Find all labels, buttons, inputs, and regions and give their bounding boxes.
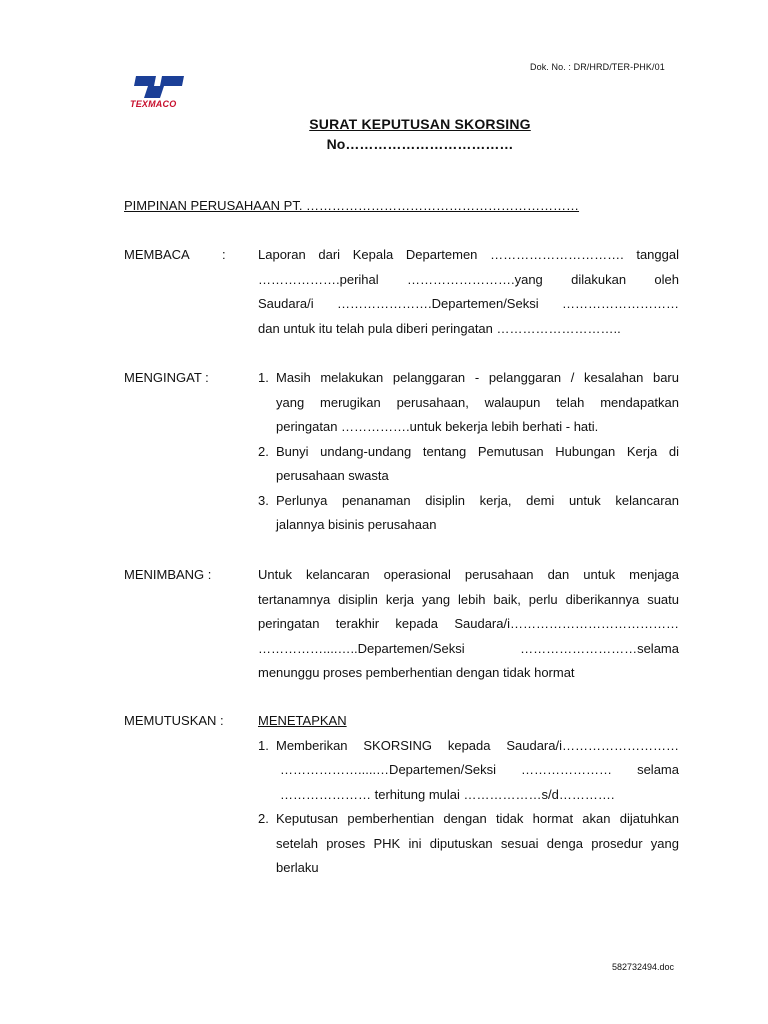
memutuskan-body bbox=[258, 709, 679, 881]
list-line: Bunyi undang-undang tentang Pemutusan Hubungan Kerja di bbox=[276, 443, 679, 459]
list-item bbox=[258, 489, 679, 538]
mengingat-list bbox=[258, 366, 679, 538]
list-line: peringatan …………….untuk bekerja lebih berhati - hati. bbox=[276, 419, 599, 434]
membaca-label-text: MEMBACA bbox=[124, 247, 190, 262]
list-line: setelah proses PHK ini diputuskan sesuai denga prosedur yang bbox=[276, 835, 679, 851]
document-number: Dok. No. : DR/HRD/TER-PHK/01 bbox=[530, 62, 665, 72]
menimbang-body bbox=[258, 563, 679, 686]
membaca-line: Saudara/i ………………….Departemen/Seksi ……………………… bbox=[258, 296, 679, 311]
document-number-line: No……………………………… bbox=[326, 136, 514, 152]
list-line: Keputusan pemberhentian dengan tidak hormat akan dijatuhkan bbox=[276, 811, 679, 826]
list-line: jalannya bisinis perusahaan bbox=[276, 517, 437, 532]
list-line: Memberikan SKORSING kepada Saudara/i……………………… bbox=[276, 737, 679, 753]
membaca-colon: : bbox=[222, 247, 226, 262]
list-line: yang merugikan perusahaan, walaupun telah mendapatkan bbox=[276, 394, 679, 410]
list-line: ……………….....…Departemen/Seksi ………………… selama bbox=[280, 762, 679, 777]
mengingat-body bbox=[258, 366, 679, 538]
membaca-line: dan untuk itu telah pula diberi peringatan ……………………….. bbox=[258, 320, 621, 336]
membaca-line: Laporan dari Kepala Departemen …………………………. tanggal bbox=[258, 247, 679, 262]
menimbang-label: MENIMBANG : bbox=[124, 567, 212, 582]
memutuskan-list bbox=[258, 734, 679, 881]
list-item bbox=[258, 366, 679, 440]
list-number: 2. bbox=[258, 811, 269, 826]
list-item bbox=[258, 807, 679, 881]
list-line: Masih melakukan pelanggaran - pelanggaran / kesalahan baru bbox=[276, 370, 679, 385]
list-number: 1. bbox=[258, 737, 269, 753]
list-item bbox=[258, 440, 679, 489]
menetapkan-heading: MENETAPKAN bbox=[258, 713, 347, 728]
logo-text: TEXMACO bbox=[130, 99, 177, 109]
list-item bbox=[258, 734, 679, 808]
menimbang-line: Untuk kelancaran operasional perusahaan dan untuk menjaga bbox=[258, 567, 679, 582]
list-line: perusahaan swasta bbox=[276, 468, 389, 483]
company-line: PIMPINAN PERUSAHAAN PT. ……………………………………………………… bbox=[124, 198, 580, 213]
memutuskan-label: MEMUTUSKAN : bbox=[124, 713, 224, 728]
membaca-line: ……………….perihal …………………….yang dilakukan oleh bbox=[258, 271, 679, 287]
document-title: SURAT KEPUTUSAN SKORSING bbox=[309, 116, 531, 132]
membaca-label bbox=[124, 247, 226, 262]
footer-document-name: 582732494.doc bbox=[612, 962, 675, 972]
list-number: 1. bbox=[258, 370, 269, 385]
membaca-body bbox=[258, 243, 679, 341]
menimbang-line: peringatan terakhir kepada Saudara/i………………………………… bbox=[258, 616, 679, 631]
menimbang-line: ……………....…..Departemen/Seksi ………………………selama bbox=[258, 640, 679, 656]
menimbang-line: tertanamnya disiplin kerja yang lebih baik, perlu diberikannya suatu bbox=[258, 591, 679, 607]
menimbang-line: menunggu proses pemberhentian dengan tidak hormat bbox=[258, 665, 575, 680]
list-number: 3. bbox=[258, 492, 269, 508]
list-number: 2. bbox=[258, 443, 269, 459]
list-line: berlaku bbox=[276, 860, 319, 875]
list-line: ………………… terhitung mulai ………………s/d…………. bbox=[280, 786, 615, 802]
mengingat-label: MENGINGAT : bbox=[124, 370, 209, 385]
list-line: Perlunya penanaman disiplin kerja, demi untuk kelancaran bbox=[276, 492, 679, 508]
